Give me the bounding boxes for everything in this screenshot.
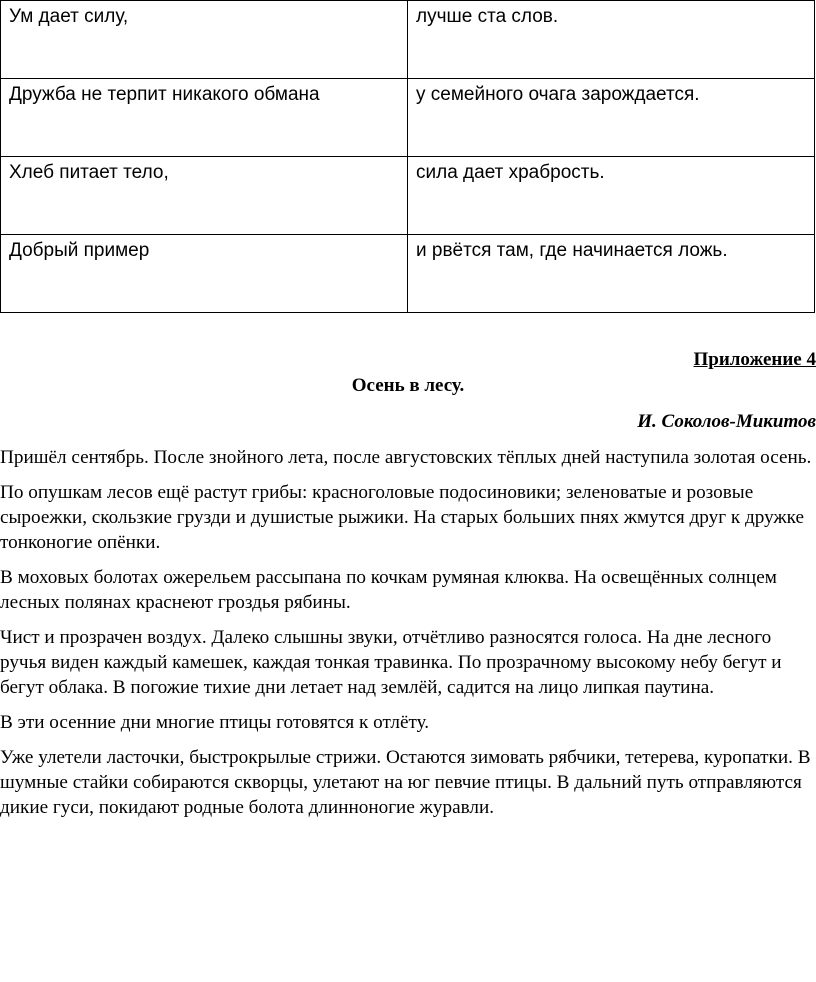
table-cell: сила дает храбрость. <box>408 157 815 235</box>
proverb-table <box>0 0 815 313</box>
paragraph: По опушкам лесов ещё растут грибы: красноголовые подосиновики; зеленоватые и розовые сыроежки, скользкие грузди и душистые рыжики. На старых больших пнях жмутся друг к дружке тонконогие опёнки. <box>0 482 805 553</box>
paragraph: В эти осенние дни многие птицы готовятся к отлёту. <box>0 712 430 733</box>
table-cell: Ум дает силу, <box>1 1 408 79</box>
table-row <box>1 235 815 313</box>
appendix-label: Приложение 4 <box>693 349 816 370</box>
table-row <box>1 79 815 157</box>
table-cell: Дружба не терпит никакого обмана <box>1 79 408 157</box>
paragraph: Пришёл сентябрь. После знойного лета, после августовских тёплых дней наступила золотая осень. <box>0 447 812 468</box>
table-cell: Хлеб питает тело, <box>1 157 408 235</box>
table-cell: у семейного очага зарождается. <box>408 79 815 157</box>
table-cell: и рвётся там, где начинается ложь. <box>408 235 815 313</box>
paragraph: Уже улетели ласточки, быстрокрылые стрижи. Остаются зимовать рябчики, тетерева, куропатки. В шумные стайки собираются скворцы, улетают на юг певчие птицы. В дальний путь отправляются дикие гуси, покидают родные болота длинноногие журавли. <box>0 747 811 818</box>
story-text <box>0 445 816 830</box>
page-title: Осень в лесу. <box>351 375 465 396</box>
table-cell: лучше ста слов. <box>408 1 815 79</box>
table-row <box>1 157 815 235</box>
author-name: И. Соколов-Микитов <box>637 411 816 432</box>
table-cell: Добрый пример <box>1 235 408 313</box>
paragraph: В моховых болотах ожерельем рассыпана по кочкам румяная клюква. На освещённых солнцем лесных полянах краснеют гроздья рябины. <box>0 567 777 613</box>
table-row <box>1 1 815 79</box>
paragraph: Чист и прозрачен воздух. Далеко слышны звуки, отчётливо разносятся голоса. На дне лесного ручья виден каждый камешек, каждая тонкая травинка. По прозрачному высокому небу бегут и бегут облака. В погожие тихие дни летает над землёй, садится на лицо липкая паутина. <box>0 627 782 698</box>
